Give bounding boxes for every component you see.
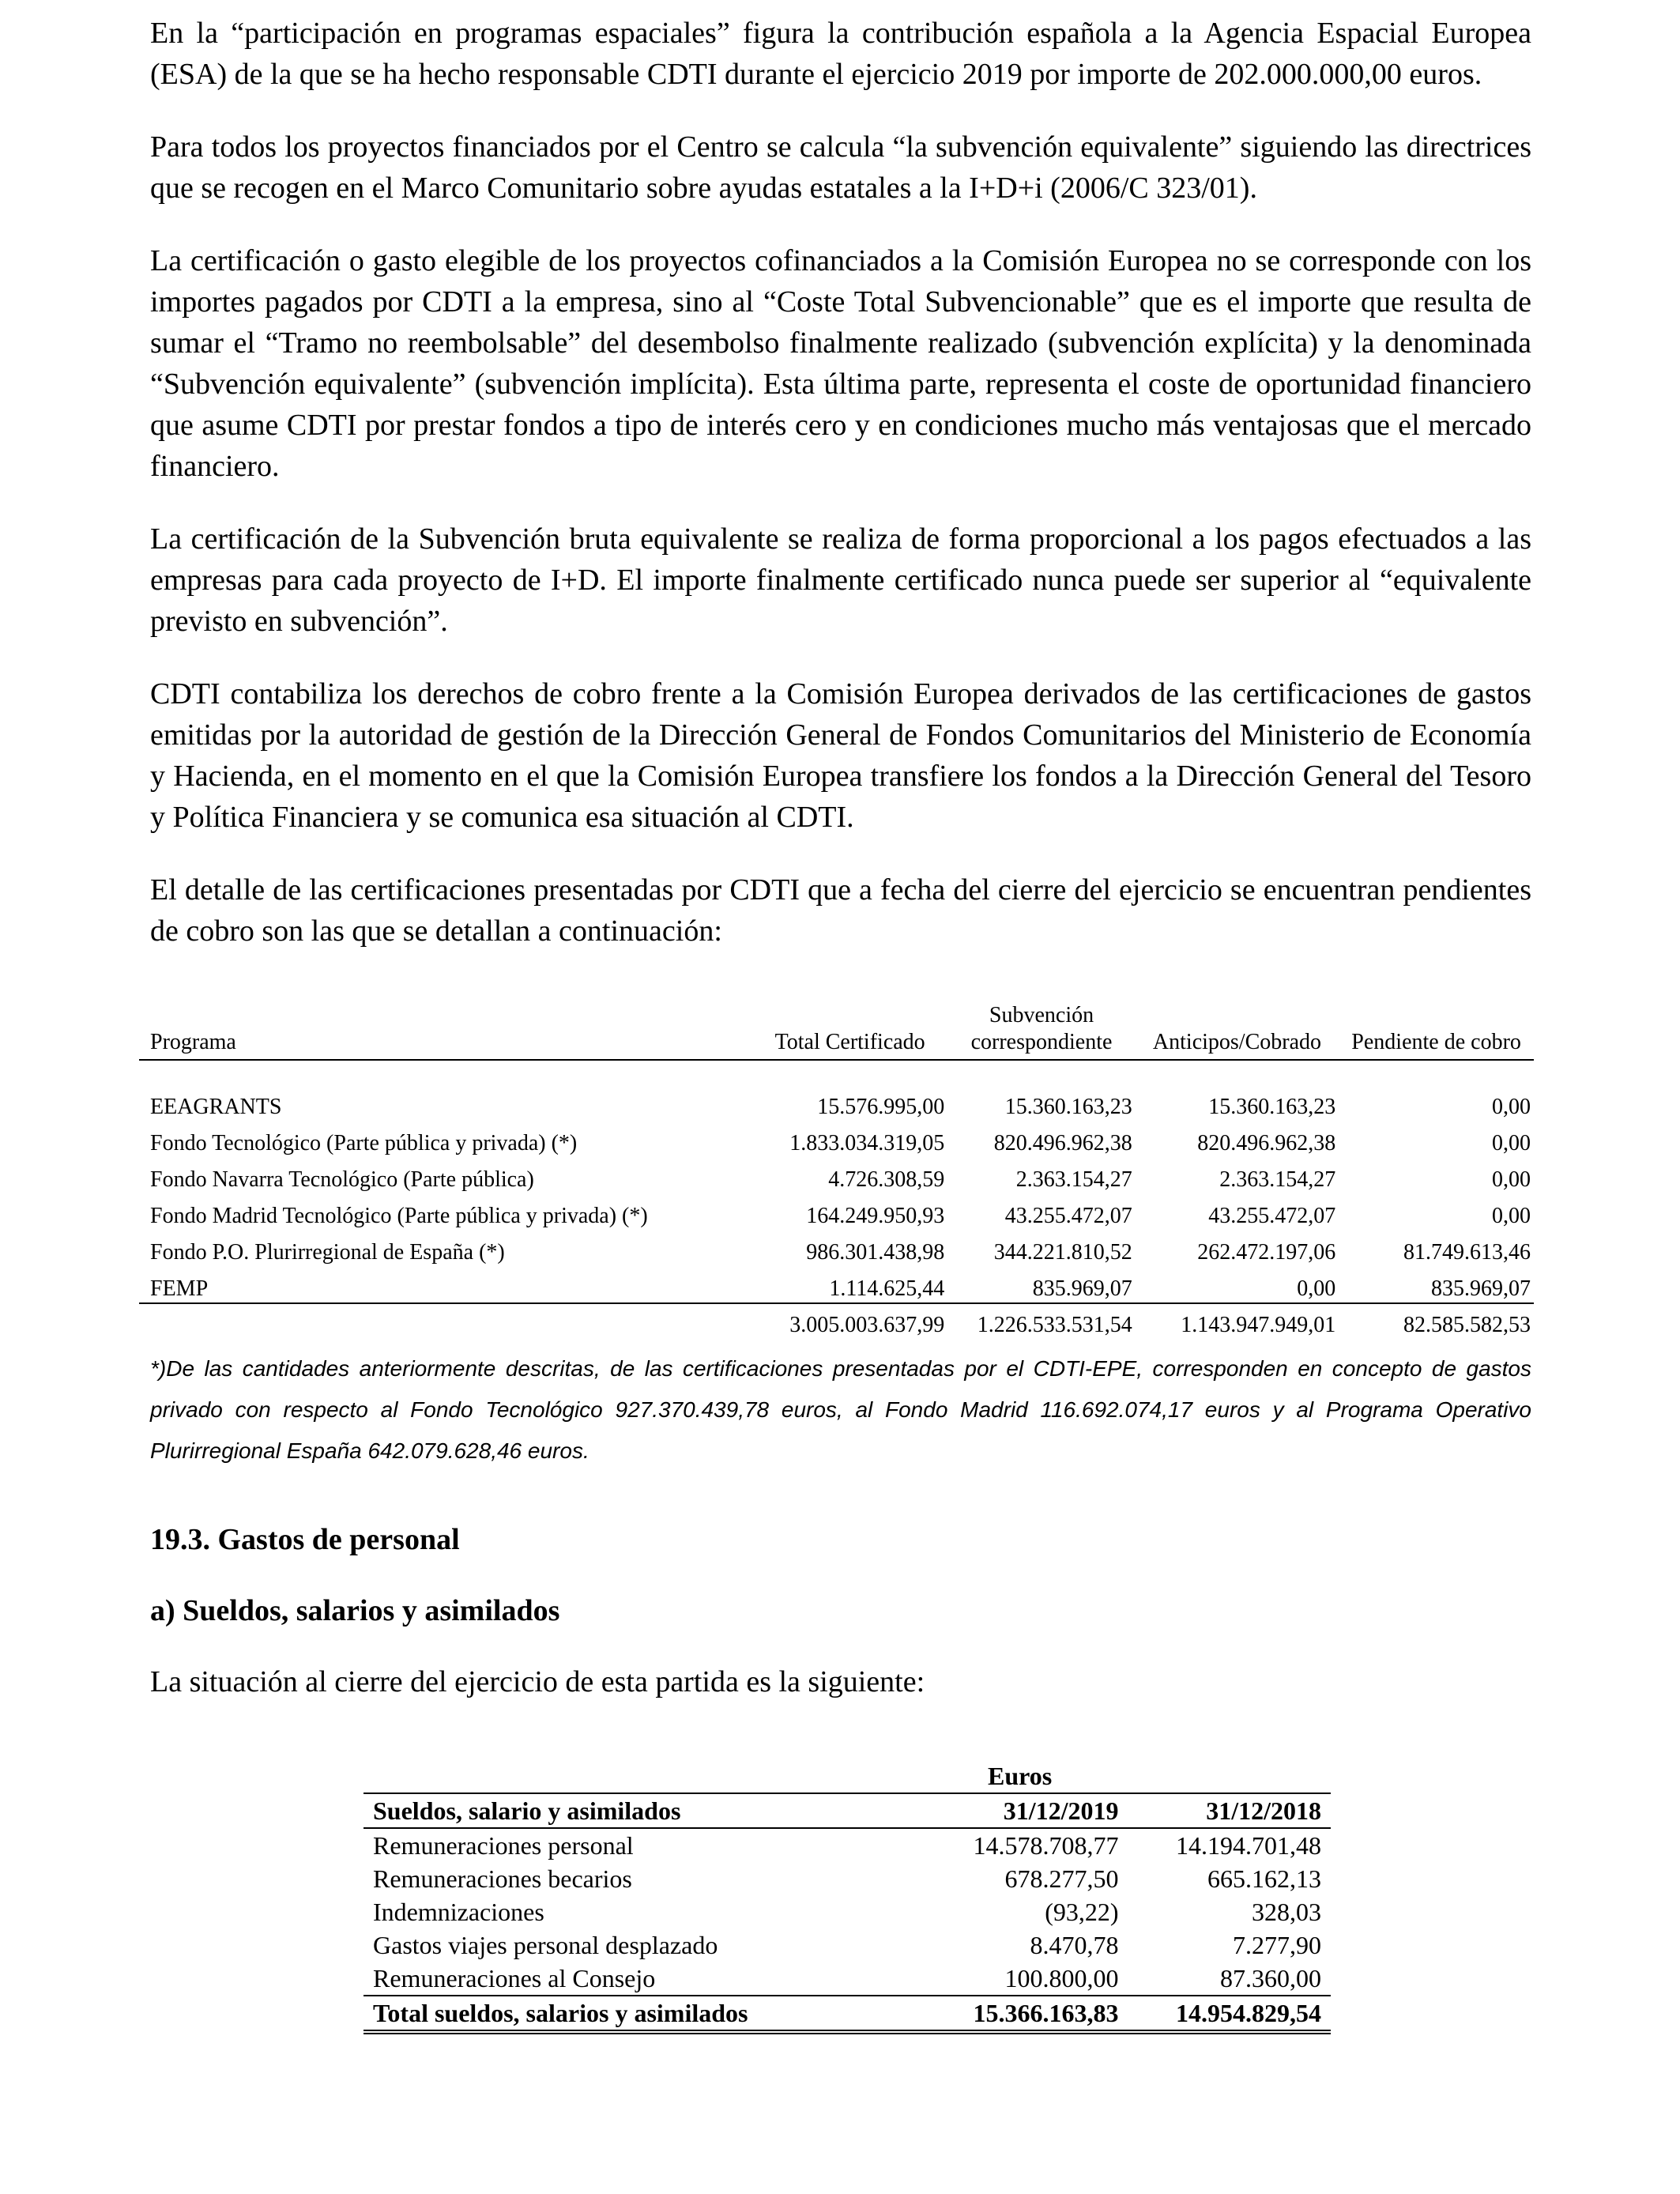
table-row	[139, 1230, 1534, 1266]
column-header-subvencion: Subvención correspondiente	[947, 1002, 1135, 1060]
certifications-table	[139, 1002, 1534, 1339]
cell-total-label: Total sueldos, salarios y asimilados	[363, 1996, 912, 2032]
cell-programa: Fondo Madrid Tecnológico (Parte pública y privada) (*)	[150, 1204, 648, 1228]
column-header-concept: Sueldos, salario y asimilados	[363, 1793, 912, 1828]
cell-anticipos: 43.255.472,07	[1208, 1204, 1336, 1228]
cell-programa: EEAGRANTS	[150, 1095, 282, 1119]
cell-total-certificado: 164.249.950,93	[806, 1204, 945, 1228]
column-header-2019: 31/12/2019	[912, 1793, 1128, 1828]
cell-2018: 87.360,00	[1220, 1964, 1321, 1992]
paragraph-collection-rights: CDTI contabiliza los derechos de cobro frente a la Comisión Europea derivados de las certificaciones de gastos emitidas por la autoridad de gestión de la Dirección General de Fondos Comunitarios del Ministerio de Economía y Hacienda, en el momento en el que la Comisión Europea transfiere los fondos a la Dirección General del Tesoro y Política Financiera y se comunica esa situación al CDTI.	[150, 677, 1531, 834]
cell-2019: (93,22)	[1045, 1898, 1119, 1926]
cell-2019: 8.470,78	[1030, 1931, 1119, 1959]
cell-pendiente-sum: 82.585.582,53	[1403, 1313, 1531, 1337]
cell-anticipos: 262.472.197,06	[1197, 1240, 1336, 1265]
table-row	[363, 1828, 1331, 1862]
currency-label: Euros	[988, 1762, 1053, 1790]
cell-subvencion: 820.496.962,38	[993, 1131, 1132, 1155]
cell-2018: 14.194.701,48	[1176, 1831, 1321, 1860]
column-header-programa: Programa	[139, 1002, 752, 1060]
cell-total-certificado: 1.114.625,44	[752, 1266, 947, 1303]
paragraph-esa-contribution: En la “participación en programas espaciales” figura la contribución española a la Agencia Espacial Europea (ESA) de la que se ha hecho responsable CDTI durante el ejercicio 2019 por importe de 202.000.000,00 euros.	[150, 17, 1531, 91]
cell-concept: Remuneraciones becarios	[373, 1864, 632, 1893]
paragraph-pending-certifications: El detalle de las certificaciones presentadas por CDTI que a fecha del cierre del ejercicio se encuentran pendientes de cobro son las que se detallan a continuación:	[150, 873, 1531, 948]
cell-total-2019: 15.366.163,83	[912, 1996, 1128, 2032]
paragraph-equivalent-subsidy: Para todos los proyectos financiados por el Centro se calcula “la subvención equivalente” siguiendo las directrices que se recogen en el Marco Comunitario sobre ayudas estatales a la I+D+i (2006/C 323/01).	[150, 130, 1531, 205]
cell-2019: 100.800,00	[1004, 1964, 1119, 1992]
cell-concept: Remuneraciones personal	[373, 1831, 634, 1860]
table-row	[363, 1862, 1331, 1895]
cell-total-certificado: 986.301.438,98	[806, 1240, 945, 1265]
salaries-table	[363, 1759, 1331, 2034]
cell-anticipos: 0,00	[1136, 1266, 1339, 1303]
cell-total-certificado: 15.576.995,00	[817, 1095, 945, 1119]
cell-total-label	[139, 1303, 752, 1339]
cell-anticipos: 2.363.154,27	[1219, 1167, 1336, 1192]
column-header-pendiente: Pendiente de cobro	[1339, 1002, 1534, 1060]
cell-programa: Fondo P.O. Plurirregional de España (*)	[150, 1240, 505, 1265]
table-footnote: *)De las cantidades anteriormente descritas, de las certificaciones presentadas por el CDTI-EPE, corresponden en concepto de gastos privado con respecto al Fondo Tecnológico 927.370.439,78 euros, al Fondo Madrid 116.692.074,17 euros y al Programa Operativo Plurirregional España 642.079.628,46 euros.	[150, 1356, 1531, 1463]
document-page	[150, 13, 1531, 2034]
table-row	[139, 1157, 1534, 1193]
cell-anticipos-sum: 1.143.947.949,01	[1181, 1313, 1336, 1337]
cell-pendiente: 0,00	[1492, 1095, 1531, 1119]
cell-subvencion-sum: 1.226.533.531,54	[977, 1313, 1132, 1337]
cell-2018: 328,03	[1252, 1898, 1321, 1926]
cell-2019: 14.578.708,77	[973, 1831, 1119, 1860]
cell-pendiente: 835.969,07	[1339, 1266, 1534, 1303]
cell-total-certificado: 4.726.308,59	[828, 1167, 945, 1192]
salaries-total-row	[363, 1996, 1331, 2032]
table-row	[139, 1193, 1534, 1230]
cell-total-certificado-sum: 3.005.003.637,99	[789, 1313, 945, 1337]
cell-2018: 7.277,90	[1233, 1931, 1321, 1959]
cell-total-certificado: 1.833.034.319,05	[789, 1131, 945, 1155]
cell-programa: Fondo Tecnológico (Parte pública y privada) (*)	[150, 1131, 578, 1155]
table-spacer-row	[139, 1060, 1534, 1084]
cell-concept: Indemnizaciones	[373, 1898, 544, 1926]
table-row	[363, 1928, 1331, 1962]
cell-subvencion: 15.360.163,23	[1004, 1095, 1132, 1119]
cell-pendiente: 0,00	[1492, 1204, 1531, 1228]
column-header-2018: 31/12/2018	[1128, 1793, 1332, 1828]
cell-concept: Gastos viajes personal desplazado	[373, 1931, 718, 1959]
cell-subvencion: 344.221.810,52	[993, 1240, 1132, 1265]
cell-programa: Fondo Navarra Tecnológico (Parte pública)	[150, 1167, 534, 1192]
cell-programa: FEMP	[139, 1266, 752, 1303]
section-heading: 19.3. Gastos de personal	[150, 1523, 460, 1556]
cell-anticipos: 15.360.163,23	[1208, 1095, 1336, 1119]
table-row	[139, 1121, 1534, 1157]
cell-pendiente: 0,00	[1492, 1167, 1531, 1192]
column-header-total-certificado: Total Certificado	[752, 1002, 947, 1060]
table-header-row	[139, 1002, 1534, 1060]
table-row	[139, 1266, 1534, 1303]
cell-2019: 678.277,50	[1004, 1864, 1119, 1893]
table-row	[363, 1895, 1331, 1928]
table-total-row	[139, 1303, 1534, 1339]
cell-2018: 665.162,13	[1207, 1864, 1321, 1893]
currency-header-row	[363, 1759, 1331, 1793]
cell-total-2018: 14.954.829,54	[1128, 1996, 1332, 2032]
cell-pendiente: 0,00	[1492, 1131, 1531, 1155]
paragraph-eligible-expense: La certificación o gasto elegible de los proyectos cofinanciados a la Comisión Europea no se corresponde con los importes pagados por CDTI a la empresa, sino al “Coste Total Subvencionable” que es el importe que resulta de sumar el “Tramo no reembolsable” del desembolso finalmente realizado (subvención explícita) y la denominada “Subvención equivalente” (subvención implícita). Esta última parte, representa el coste de oportunidad financiero que asume CDTI por prestar fondos a tipo de interés cero y en condiciones mucho más ventajosas que el mercado financiero.	[150, 244, 1531, 483]
paragraph-gross-subsidy-certification: La certificación de la Subvención bruta equivalente se realiza de forma proporcional a los pagos efectuados a las empresas para cada proyecto de I+D. El importe finalmente certificado nunca puede ser superior al “equivalente previsto en subvención”.	[150, 522, 1531, 638]
cell-subvencion: 835.969,07	[947, 1266, 1135, 1303]
cell-pendiente: 81.749.613,46	[1403, 1240, 1531, 1265]
paragraph-situation-intro: La situación al cierre del ejercicio de esta partida es la siguiente:	[150, 1665, 925, 1698]
cell-concept: Remuneraciones al Consejo	[373, 1964, 656, 1992]
cell-subvencion: 2.363.154,27	[1015, 1167, 1132, 1192]
column-header-anticipos: Anticipos/Cobrado	[1136, 1002, 1339, 1060]
salaries-header-row	[363, 1793, 1331, 1828]
cell-subvencion: 43.255.472,07	[1004, 1204, 1132, 1228]
subsection-heading: a) Sueldos, salarios y asimilados	[150, 1594, 560, 1627]
table-row	[139, 1084, 1534, 1121]
cell-anticipos: 820.496.962,38	[1197, 1131, 1336, 1155]
table-row	[363, 1962, 1331, 1996]
